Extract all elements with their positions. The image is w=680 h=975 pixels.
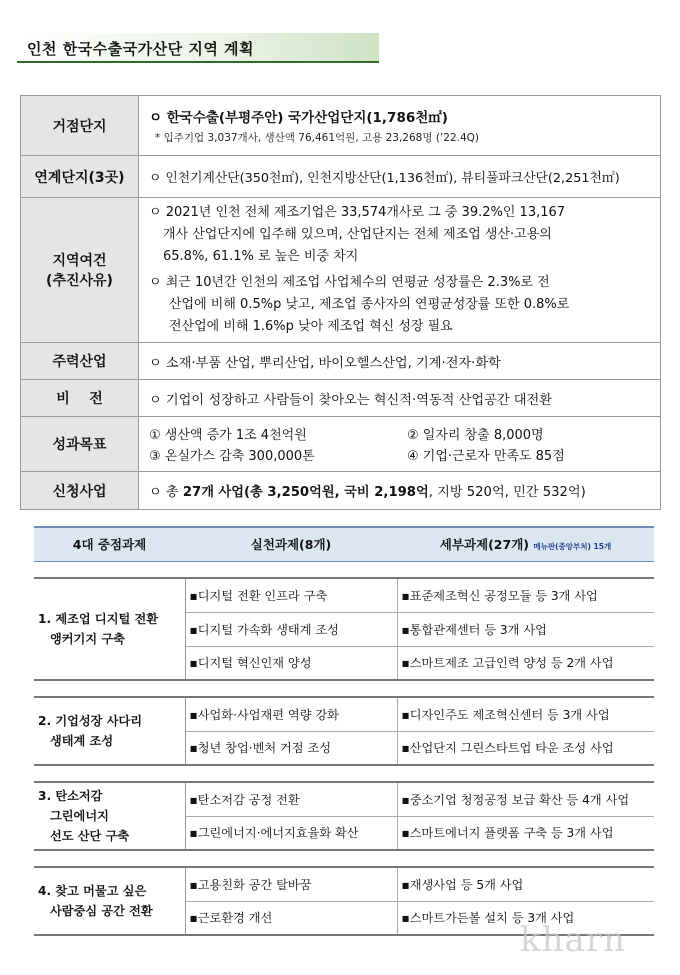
- plan-detail: ▪표준제조혁신 공정모듈 등 3개 사업: [397, 578, 654, 612]
- plan-practice: ▪그린에너지·에너지효율화 확산: [185, 816, 397, 850]
- conditions-p2: [149, 272, 654, 338]
- plan-task-1-line1: 1. 제조업 디지털 전환: [38, 612, 159, 626]
- plan-practice: ▪사업화·사업재편 역량 강화: [185, 697, 397, 731]
- plan-header-col1: 4대 중점과제: [34, 527, 185, 561]
- conditions-value: [139, 198, 661, 343]
- conditions-label-line2: (추진사유): [46, 273, 113, 289]
- overview-table: [20, 95, 661, 510]
- projects-suffix: , 지방 520억, 민간 532억): [428, 485, 586, 500]
- plan-task-2-line1: 2. 기업성장 사다리: [38, 714, 143, 728]
- plan-task-3-line1: 3. 탄소저감: [38, 789, 103, 803]
- projects-row: [21, 472, 661, 510]
- goal-3: ③ 온실가스 감축 300,000톤: [149, 449, 315, 464]
- plan-header-row: [34, 527, 654, 561]
- plan-row: [34, 697, 654, 731]
- goal-1: ① 생산액 증가 1조 4천억원: [149, 428, 307, 443]
- plan-detail: ▪디자인주도 제조혁신센터 등 3개 사업: [397, 697, 654, 731]
- plan-task-2-line2: 생태계 조성: [50, 734, 114, 748]
- conditions-p1: [149, 202, 654, 268]
- conditions-p2-line1: ㅇ 최근 10년간 인천의 제조업 사업체수의 연평균 성장률은 2.3%로 전: [149, 275, 550, 290]
- page-title: 인천 한국수출국가산단 지역 계획: [27, 40, 255, 58]
- plan-detail: ▪스마트에너지 플랫폼 구축 등 3개 사업: [397, 816, 654, 850]
- linked-row: [21, 156, 661, 198]
- hub-sub: * 입주기업 3,037개사, 생산액 76,461억원, 고용 23,268명 (’22.4Q): [155, 132, 480, 144]
- plan-task-2: [34, 697, 185, 765]
- plan-task-3: [34, 782, 185, 850]
- plan-row: [34, 578, 654, 612]
- projects-label: 신청사업: [21, 472, 139, 510]
- plan-detail: ▪통합관제센터 등 3개 사업: [397, 612, 654, 646]
- title-box: [17, 33, 379, 63]
- plan-table: [34, 526, 654, 936]
- goal-4: ④ 기업·근로자 만족도 85점: [407, 449, 565, 464]
- plan-header-col2: 실천과제(8개): [185, 527, 397, 561]
- conditions-p1-line1: ㅇ 2021년 인천 전체 제조기업은 33,574개사로 그 중 39.2%인 13,167: [149, 205, 566, 220]
- plan-practice: ▪디지털 혁신인재 양성: [185, 646, 397, 680]
- plan-row: [34, 867, 654, 901]
- hub-label: 거점단지: [21, 96, 139, 156]
- goals-value: [139, 417, 661, 472]
- plan-task-1: [34, 578, 185, 680]
- vision-row: [21, 380, 661, 417]
- plan-row: [34, 782, 654, 816]
- conditions-p2-line3: 전산업에 비해 1.6%p 낮아 제조업 혁신 성장 필요: [169, 319, 453, 334]
- plan-header-col3-label: 세부과제(27개): [439, 537, 529, 553]
- watermark-logo: kharn: [520, 920, 626, 960]
- industry-value: ㅇ 소재·부품 산업, 뿌리산업, 바이오헬스산업, 기계·전자·화학: [139, 343, 661, 380]
- plan-task-1-line2: 앵커기지 구축: [50, 632, 125, 646]
- goal-2: ② 일자리 창출 8,000명: [407, 428, 544, 443]
- projects-value: [139, 472, 661, 510]
- conditions-p2-line2: 산업에 비해 0.5%p 낮고, 제조업 종사자의 연평균성장률 또한 0.8%로: [169, 297, 570, 312]
- projects-prefix: ㅇ 총: [149, 485, 183, 500]
- conditions-p1-line3: 65.8%, 61.1% 로 높은 비중 차지: [163, 249, 359, 264]
- plan-practice: ▪근로환경 개선: [185, 901, 397, 935]
- vision-label: 비 전: [21, 380, 139, 417]
- hub-value: [139, 96, 661, 156]
- plan-detail: ▪스마트제조 고급인력 양성 등 2개 사업: [397, 646, 654, 680]
- conditions-label: [21, 198, 139, 343]
- plan-header-col3-note: 메뉴판(중앙부처) 15개: [533, 542, 612, 552]
- linked-value: ㅇ 인천기계산단(350천㎡), 인천지방산단(1,136천㎡), 뷰티풀파크산단(2,251천㎡): [139, 156, 661, 198]
- plan-practice: ▪디지털 전환 인프라 구축: [185, 578, 397, 612]
- plan-detail: ▪스마트가든볼 설치 등 3개 사업: [397, 901, 654, 935]
- plan-detail: ▪산업단지 그린스타트업 타운 조성 사업: [397, 731, 654, 765]
- plan-task-4-line1: 4. 찾고 머물고 싶은: [38, 884, 147, 898]
- plan-practice: ▪고용친화 공간 탈바꿈: [185, 867, 397, 901]
- projects-bold: 27개 사업(총 3,250억원, 국비 2,198억: [182, 485, 429, 500]
- plan-task-4: [34, 867, 185, 935]
- plan-detail: ▪재생사업 등 5개 사업: [397, 867, 654, 901]
- plan-practice: ▪청년 창업·벤처 거점 조성: [185, 731, 397, 765]
- goals-row: [21, 417, 661, 472]
- goals-label: 성과목표: [21, 417, 139, 472]
- linked-label: 연계단지(3곳): [21, 156, 139, 198]
- conditions-p1-line2: 개사 산업단지에 입주해 있으며, 산업단지는 전체 제조업 생산·고용의: [163, 227, 552, 242]
- plan-task-3-line3: 선도 산단 구축: [50, 829, 130, 843]
- goals-grid: [149, 423, 654, 465]
- industry-label: 주력산업: [21, 343, 139, 380]
- hub-row: [21, 96, 661, 156]
- plan-detail: ▪중소기업 청정공정 보급 확산 등 4개 사업: [397, 782, 654, 816]
- plan-practice: ▪디지털 가속화 생태계 조성: [185, 612, 397, 646]
- conditions-row: [21, 198, 661, 343]
- vision-value: ㅇ 기업이 성장하고 사람들이 찾아오는 혁신적·역동적 산업공간 대전환: [139, 380, 661, 417]
- plan-task-3-line2: 그린에너지: [50, 809, 109, 823]
- plan-header-col3: [397, 527, 654, 561]
- industry-row: [21, 343, 661, 380]
- plan-task-4-line2: 사람중심 공간 전환: [50, 904, 153, 918]
- hub-main: ㅇ 한국수출(부평주안) 국가산업단지(1,786천㎡): [149, 110, 448, 126]
- conditions-label-line1: 지역여건: [52, 253, 107, 269]
- plan-practice: ▪탄소저감 공정 전환: [185, 782, 397, 816]
